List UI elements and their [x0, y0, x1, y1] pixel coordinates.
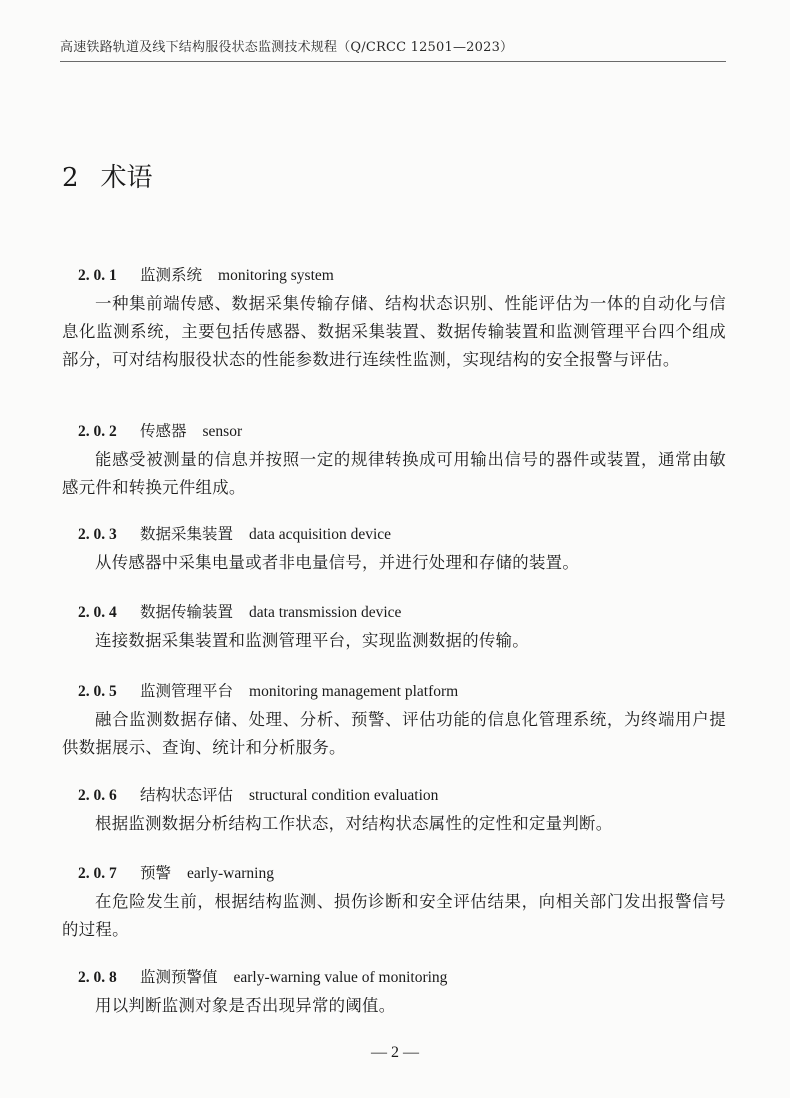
chapter-heading [62, 157, 153, 194]
term-heading [78, 263, 726, 288]
term-definition: 能感受被测量的信息并按照一定的规律转换成可用输出信号的器件或装置，通常由敏感元件和转换元件组成。 [62, 450, 726, 497]
term-heading [78, 522, 726, 547]
term-english: early-warning value of monitoring [233, 969, 448, 986]
term-number: 2. 0. 6 [78, 787, 117, 804]
term-english: data transmission device [249, 604, 402, 621]
term-entry-2-0-8 [62, 965, 726, 1020]
term-english: sensor [202, 423, 243, 440]
term-number: 2. 0. 2 [78, 423, 117, 440]
term-entry-2-0-6 [62, 783, 726, 838]
term-entry-2-0-5 [62, 679, 726, 762]
term-number: 2. 0. 7 [78, 865, 117, 882]
term-heading [78, 783, 726, 808]
term-english: structural condition evaluation [249, 787, 439, 804]
term-chinese: 结构状态评估 [140, 786, 234, 804]
term-definition: 一种集前端传感、数据采集传输存储、结构状态识别、性能评估为一体的自动化与信息化监测系统，主要包括传感器、数据采集装置、数据传输装置和监测管理平台四个组成部分，可对结构服役状态的性能参数进行连续性监测，实现结构的安全报警与评估。 [62, 294, 726, 369]
term-entry-2-0-4 [62, 600, 726, 655]
term-entry-2-0-1 [62, 263, 726, 374]
term-heading [78, 965, 726, 990]
term-number: 2. 0. 3 [78, 526, 117, 543]
term-definition: 连接数据采集装置和监测管理平台，实现监测数据的传输。 [95, 631, 529, 650]
term-heading [78, 861, 726, 886]
term-number: 2. 0. 4 [78, 604, 117, 621]
term-definition: 从传感器中采集电量或者非电量信号，并进行处理和存储的装置。 [95, 553, 580, 572]
page-number: — 2 — [371, 1044, 419, 1061]
term-chinese: 数据传输装置 [140, 603, 234, 621]
term-definition: 用以判断监测对象是否出现异常的阈值。 [95, 996, 396, 1015]
term-number: 2. 0. 5 [78, 683, 117, 700]
running-header: 高速铁路轨道及线下结构服役状态监测技术规程（Q/CRCC 12501—2023） [60, 40, 514, 55]
term-definition: 在危险发生前，根据结构监测、损伤诊断和安全评估结果，向相关部门发出报警信号的过程。 [62, 892, 726, 939]
term-definition: 融合监测数据存储、处理、分析、预警、评估功能的信息化管理系统，为终端用户提供数据展示、查询、统计和分析服务。 [62, 710, 726, 757]
term-heading [78, 419, 726, 444]
term-entry-2-0-3 [62, 522, 726, 577]
term-number: 2. 0. 1 [78, 267, 117, 284]
term-chinese: 传感器 [140, 422, 187, 440]
term-chinese: 预警 [140, 864, 172, 882]
term-chinese: 监测系统 [140, 266, 203, 284]
term-english: monitoring management platform [249, 683, 459, 700]
term-definition: 根据监测数据分析结构工作状态，对结构状态属性的定性和定量判断。 [95, 814, 613, 833]
header-divider [60, 61, 726, 62]
term-chinese: 数据采集装置 [140, 525, 234, 543]
term-heading [78, 679, 726, 704]
chapter-number: 2 [62, 163, 79, 193]
term-english: early-warning [187, 865, 274, 882]
term-english: data acquisition device [249, 526, 392, 543]
term-english: monitoring system [218, 267, 334, 284]
chapter-title: 术语 [100, 163, 153, 193]
term-chinese: 监测预警值 [140, 968, 218, 986]
term-number: 2. 0. 8 [78, 969, 117, 986]
term-entry-2-0-7 [62, 861, 726, 944]
term-entry-2-0-2 [62, 419, 726, 502]
term-chinese: 监测管理平台 [140, 682, 234, 700]
term-heading [78, 600, 726, 625]
